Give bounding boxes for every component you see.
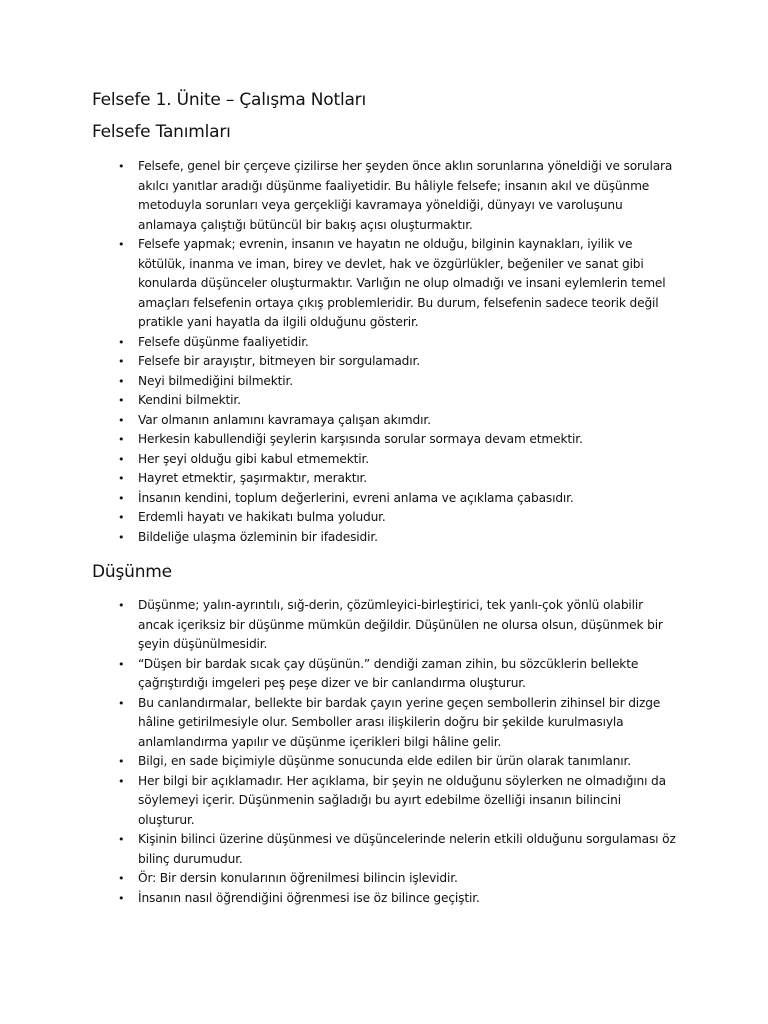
list-item — [118, 157, 678, 235]
bullet-icon: • — [118, 696, 125, 710]
bullet-icon: • — [118, 755, 125, 768]
list-item-text: Ör: Bir dersin konularının öğrenilmesi bilincin işlevidir. — [138, 871, 458, 885]
bullet-list-dusunme — [118, 596, 678, 908]
list-item-text: Erdemli hayatı ve hakikatı bulma yoludur. — [138, 510, 386, 524]
list-item — [118, 869, 678, 889]
list-item-text: Kişinin bilinci üzerine düşünmesi ve düşüncelerinde nelerin etkili olduğunu sorgulaması öz bilinç durumudur. — [138, 832, 676, 866]
list-item-text: Var olmanın anlamını kavramaya çalışan akımdır. — [138, 412, 431, 427]
bullet-icon: • — [118, 491, 125, 505]
list-item-text: Felsefe yapmak; evrenin, insanın ve hayatın ne olduğu, bilginin kaynakları, iyilik ve kötülük, inanma ve iman, birey ve devlet, hak ve özgürlükler, beğeniler ve sanat gibi konularda düşünceler oluşturmaktır. Varlığın ne olup olmadığı ve insani eylemlerin temel amaçları felsefenin ortaya çıkış problemleridir. Bu durum, felsefenin sadece teorik değil pratikle yani hayatla da ilgili olduğunu gösterir. — [138, 237, 666, 329]
list-item-text: Bilgi, en sade biçimiyle düşünme sonucunda elde edilen bir ürün olarak tanımlanır. — [138, 754, 631, 768]
list-item-text: Düşünme; yalın-ayrıntılı, sığ-derin, çözümleyici-birleştirici, tek yanlı-çok yönlü olabilir ancak içeriksiz bir düşünme mümkün değildir. Düşünülen ne olursa olsun, düşünmek bir şeyin düşünülmesidir. — [138, 598, 663, 651]
list-item-text: Kendini bilmektir. — [138, 393, 241, 407]
bullet-icon: • — [118, 472, 125, 485]
list-item — [118, 450, 678, 470]
bullet-icon: • — [118, 872, 125, 885]
bullet-icon: • — [118, 160, 125, 173]
list-item-text: Bu canlandırmalar, bellekte bir bardak çayın yerine geçen sembollerin zihinsel bir dizge hâline getirilmesiyle olur. Semboller arası ilişkilerin doğru bir şekilde kurulmasıyla anlamlandırma yapılır ve düşünme içerikleri bilgi hâline gelir. — [138, 695, 661, 749]
list-item — [118, 372, 678, 392]
list-item-text: İnsanın kendini, toplum değerlerini, evreni anlama ve açıklama çabasıdır. — [138, 490, 574, 505]
list-item-text: Bildeliğe ulaşma özleminin bir ifadesidir. — [138, 529, 378, 544]
bullet-icon: • — [118, 238, 125, 251]
list-item — [118, 235, 678, 333]
bullet-icon: • — [118, 511, 125, 524]
list-item-text: Felsefe düşünme faaliyetidir. — [138, 334, 309, 349]
bullet-icon: • — [118, 657, 125, 671]
bullet-icon: • — [118, 833, 125, 846]
list-item — [118, 391, 678, 411]
list-item-text: Felsefe, genel bir çerçeve çizilirse her şeyden önce aklın sorunlarına yöneldiği ve sorulara akılcı yanıtlar aradığı düşünme faaliyetidir. Bu hâliyle felsefe; insanın akıl ve düşünme metoduyla sorunları veya gerçekliği kavramaya yöneldiği, dünyayı ve varoluşunu anlamaya çalıştığı bütüncül bir bakış açısı oluşturmaktır. — [138, 159, 673, 232]
bullet-icon: • — [118, 530, 125, 544]
list-item — [118, 489, 678, 509]
section-heading-felsefe-tanimlari: Felsefe Tanımları — [92, 122, 231, 142]
bullet-icon: • — [118, 394, 125, 407]
list-item — [118, 889, 678, 909]
list-item-text: Her bilgi bir açıklamadır. Her açıklama, bir şeyin ne olduğunu söylerken ne olmadığını da söylemeyi içerir. Düşünmenin sağladığı bu ayırt edebilme özelliği insanın bilincini oluşturur. — [138, 773, 666, 827]
list-item — [118, 469, 678, 489]
section-heading-dusunme: Düşünme — [92, 562, 172, 582]
list-item — [118, 430, 678, 450]
list-item — [118, 752, 678, 772]
list-item-text: Hayret etmektir, şaşırmaktır, meraktır. — [138, 471, 368, 485]
list-item — [118, 333, 678, 353]
bullet-icon: • — [118, 433, 125, 446]
list-item-text: Felsefe bir arayıştır, bitmeyen bir sorgulamadır. — [138, 354, 420, 368]
bullet-icon: • — [118, 452, 125, 466]
bullet-icon: • — [118, 774, 125, 788]
bullet-icon: • — [118, 335, 125, 349]
list-item-text: Neyi bilmediğini bilmektir. — [138, 373, 294, 388]
list-item — [118, 830, 678, 869]
list-item — [118, 655, 678, 694]
bullet-list-felsefe-tanimlari — [118, 157, 678, 547]
list-item — [118, 352, 678, 372]
bullet-icon: • — [118, 355, 125, 368]
list-item — [118, 596, 678, 655]
list-item-text: Herkesin kabullendiği şeylerin karşısında sorular sormaya devam etmektir. — [138, 432, 583, 446]
bullet-icon: • — [118, 891, 125, 905]
document-title: Felsefe 1. Ünite – Çalışma Notları — [92, 90, 366, 110]
list-item — [118, 411, 678, 431]
list-item-text: “Düşen bir bardak sıcak çay düşünün.” dendiği zaman zihin, bu sözcüklerin bellekte çağrıştırdığı imgeleri peş peşe dizer ve bir canlandırma oluşturur. — [138, 656, 639, 690]
list-item-text: Her şeyi olduğu gibi kabul etmemektir. — [138, 451, 369, 466]
list-item — [118, 508, 678, 528]
list-item — [118, 694, 678, 753]
bullet-icon: • — [118, 413, 125, 427]
list-item — [118, 528, 678, 548]
bullet-icon: • — [118, 374, 125, 388]
list-item — [118, 772, 678, 831]
bullet-icon: • — [118, 599, 125, 612]
list-item-text: İnsanın nasıl öğrendiğini öğrenmesi ise öz bilince geçiştir. — [138, 890, 480, 905]
